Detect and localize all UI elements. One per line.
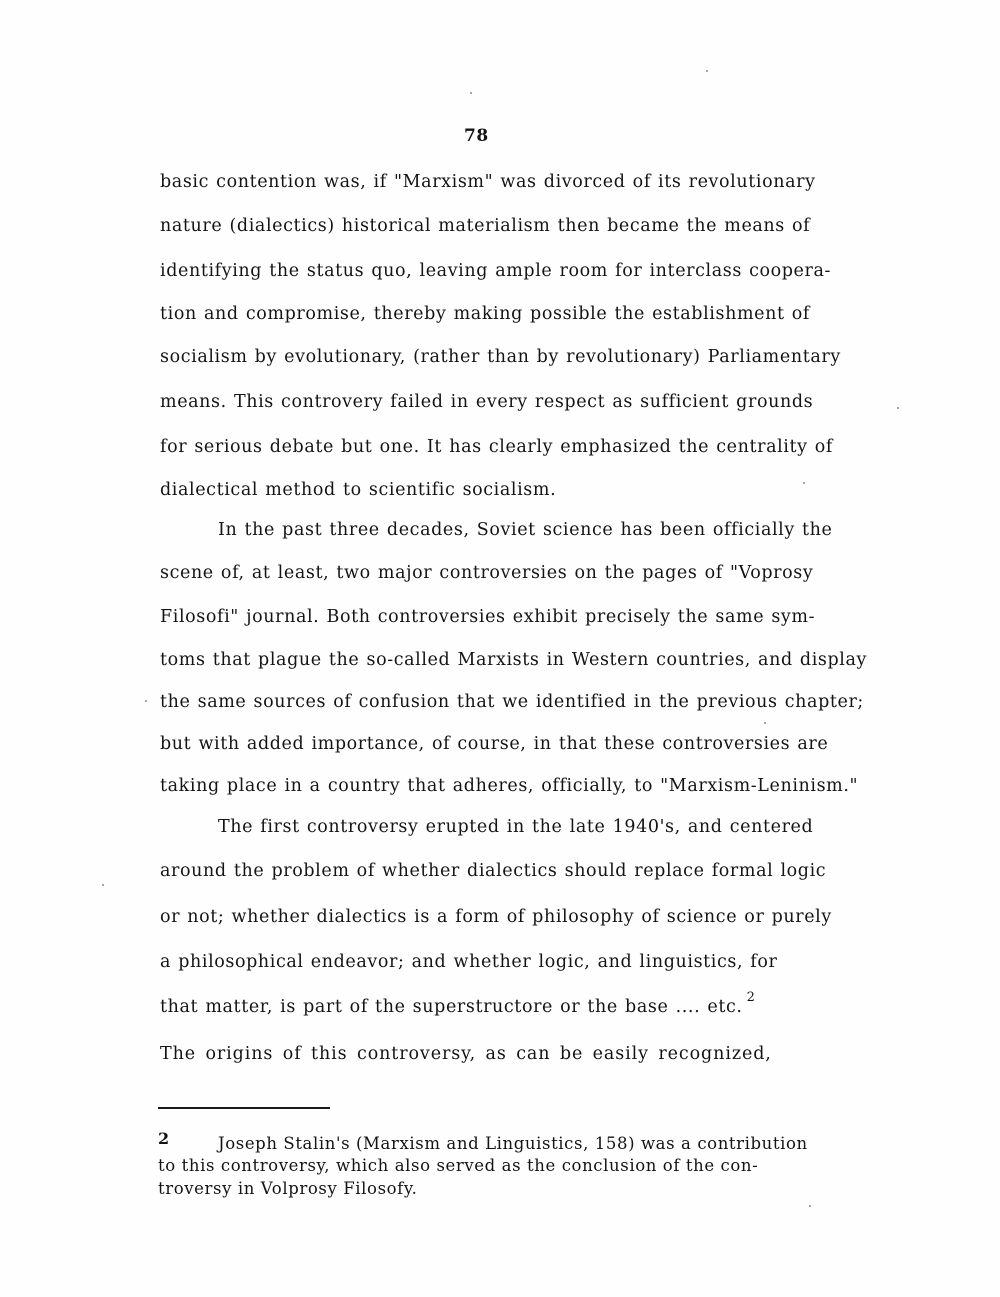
scan-speck bbox=[145, 700, 147, 702]
body-line: Filosofi" journal. Both controversies exhibit precisely the same sym- bbox=[160, 607, 816, 627]
scan-speck bbox=[470, 92, 472, 94]
body-line: but with added importance, of course, in that these controversies are bbox=[160, 734, 829, 754]
body-line: taking place in a country that adheres, officially, to "Marxism-Leninism." bbox=[160, 776, 859, 796]
footnote-line: to this controversy, which also served as the conclusion of the con- bbox=[158, 1156, 759, 1175]
scan-speck bbox=[764, 722, 766, 724]
footnote-line: troversy in Volprosy Filosofy. bbox=[158, 1179, 418, 1198]
body-line: around the problem of whether dialectics should replace formal logic bbox=[160, 861, 827, 881]
body-line-with-footnote-ref bbox=[160, 990, 756, 1020]
footnote-reference: 2 bbox=[746, 990, 756, 1005]
footnote-divider bbox=[158, 1107, 330, 1109]
body-line-text: that matter, is part of the superstructore or the base .... etc. bbox=[160, 997, 743, 1017]
body-line: the same sources of confusion that we identified in the previous chapter; bbox=[160, 692, 864, 712]
footnote-line: Joseph Stalin's (Marxism and Linguistics, 158) was a contribution bbox=[218, 1134, 808, 1153]
body-line: tion and compromise, thereby making possible the establishment of bbox=[160, 304, 810, 324]
body-line: basic contention was, if "Marxism" was divorced of its revolutionary bbox=[160, 172, 816, 192]
body-line: The origins of this controversy, as can be easily recognized, bbox=[160, 1044, 772, 1064]
scan-speck bbox=[803, 482, 805, 484]
scan-speck bbox=[897, 407, 899, 409]
body-line: means. This controvery failed in every respect as sufficient grounds bbox=[160, 392, 814, 412]
body-line: socialism by evolutionary, (rather than by revolutionary) Parliamentary bbox=[160, 347, 841, 367]
body-line: for serious debate but one. It has clearly emphasized the centrality of bbox=[160, 437, 833, 457]
body-line: nature (dialectics) historical materialism then became the means of bbox=[160, 216, 811, 236]
body-line: In the past three decades, Soviet science has been officially the bbox=[218, 520, 833, 540]
scan-speck bbox=[809, 1205, 811, 1207]
body-line: scene of, at least, two major controversies on the pages of "Voprosy bbox=[160, 563, 814, 583]
scan-speck bbox=[102, 884, 104, 886]
body-line: a philosophical endeavor; and whether logic, and linguistics, for bbox=[160, 952, 778, 972]
body-line: toms that plague the so-called Marxists in Western countries, and display bbox=[160, 650, 868, 670]
body-line: dialectical method to scientific socialism. bbox=[160, 480, 557, 500]
body-line: The first controversy erupted in the late 1940's, and centered bbox=[218, 817, 814, 837]
scan-speck bbox=[706, 70, 708, 72]
body-line: or not; whether dialectics is a form of philosophy of science or purely bbox=[160, 907, 832, 927]
footnote-marker: 2 bbox=[158, 1129, 170, 1148]
body-line: identifying the status quo, leaving ample room for interclass coopera- bbox=[160, 261, 832, 281]
page-number: 78 bbox=[464, 126, 489, 146]
